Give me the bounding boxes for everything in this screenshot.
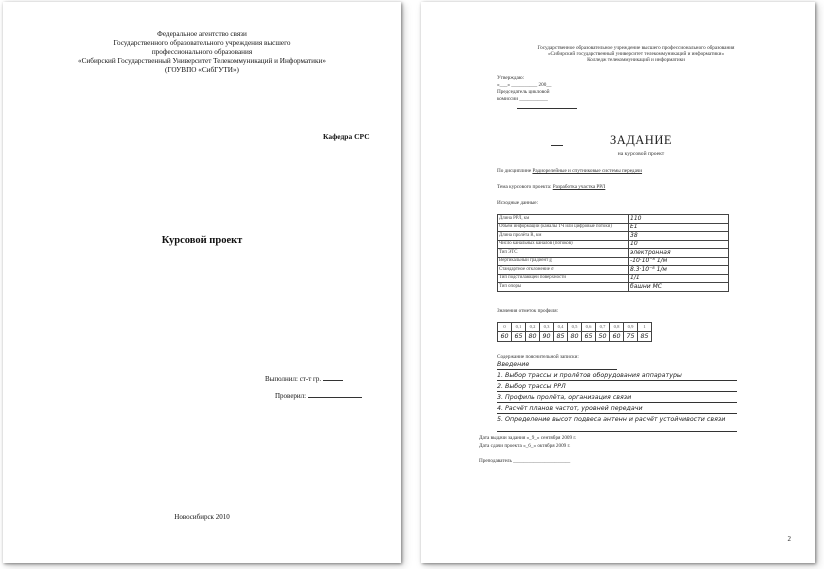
table-row <box>498 249 729 258</box>
header-line: (ГОУВПО «СибГУТИ») <box>165 66 239 74</box>
profile-value-cell: 75 <box>624 332 638 342</box>
document-title: Курсовой проект <box>161 235 243 246</box>
checked-by-label: Проверил: <box>275 392 307 400</box>
task-subheading: на курсовой проект <box>617 151 665 157</box>
table-cell-label: Тип подстилающей поверхности <box>498 274 629 283</box>
profile-value-cell: 65 <box>582 332 596 342</box>
profile-header-cell: 0 <box>498 323 512 332</box>
table-cell-label: Тип опоры <box>498 283 629 292</box>
discipline-value: Радиорелейные и спутниковые системы передачи <box>532 168 643 174</box>
header-line: Государственного образовательного учреждения высшего <box>113 39 291 47</box>
table-cell-label: Тип ЭТС <box>498 249 629 258</box>
table-row <box>498 266 729 275</box>
task-heading: ЗАДАНИЕ <box>609 133 673 147</box>
blank-line <box>323 380 343 381</box>
profile-header-cell: 1 <box>638 323 652 332</box>
profile-table <box>497 322 652 342</box>
approve-date: «___» __________ 200__ <box>497 82 552 88</box>
profile-value-cell: 50 <box>596 332 610 342</box>
task-header-line: «Сибирский государственный университет телекоммуникаций и информатики» <box>547 51 725 57</box>
approve-title: Утверждаю: <box>497 75 525 81</box>
profile-value-cell: 60 <box>498 332 512 342</box>
table-cell-value: 8.3·10⁻⁸ 1/м <box>629 266 729 275</box>
done-by-label: Выполнил: ст-т гр. <box>265 375 322 383</box>
profile-value-cell: 65 <box>512 332 526 342</box>
table-cell-label: Длина РРЛ, км <box>498 215 629 224</box>
done-by <box>265 375 343 383</box>
topic <box>497 184 605 190</box>
profile-value-cell: 90 <box>540 332 554 342</box>
table-row <box>498 240 729 249</box>
profile-label: Значения отметок профиля: <box>497 308 559 314</box>
discipline <box>497 168 642 174</box>
table-cell-value: 110 <box>629 215 729 224</box>
table-cell-label: Число канальных каналов (потоков) <box>498 240 629 249</box>
contents-item: 2. Выбор трассы РРЛ <box>497 383 737 392</box>
table-row <box>498 232 729 241</box>
initial-data-table <box>497 214 729 292</box>
table-cell-label: Объем информации (каналы ТЧ или цифровые потоки) <box>498 223 629 232</box>
table-row <box>498 215 729 224</box>
table-cell-label: Длина пролёта R, км <box>498 232 629 241</box>
approve-role: комиссии ___________ <box>497 96 548 102</box>
table-row <box>498 283 729 292</box>
profile-header-cell: 0,5 <box>568 323 582 332</box>
table-cell-value: электронная <box>629 249 729 258</box>
table-cell-value: 38 <box>629 232 729 241</box>
header-line: профессионального образования <box>151 48 253 56</box>
table-cell-value: башни МС <box>629 283 729 292</box>
profile-header-cell: 0,4 <box>554 323 568 332</box>
table-row <box>498 223 729 232</box>
header-line: «Сибирский Государственный Университет Телекоммуникаций и Информатики» <box>78 57 326 65</box>
contents-item: 4. Расчёт планов частот, уровней передачи <box>497 405 737 414</box>
checked-by <box>275 392 362 400</box>
table-cell-value: 1/1 <box>629 274 729 283</box>
approve-role: Председатель цикловой <box>497 89 550 95</box>
task-header-line: Колледж телекоммуникаций и информатики <box>587 57 685 63</box>
topic-label: Тема курсового проекта: <box>497 184 552 190</box>
initial-data-label: Исходные данные: <box>497 200 539 206</box>
table-cell-value: E1 <box>629 223 729 232</box>
profile-value-cell: 80 <box>568 332 582 342</box>
table-row <box>498 274 729 283</box>
topic-value: Разработка участка РРЛ <box>552 184 606 190</box>
blank-line <box>308 397 362 398</box>
contents-item: 5. Определение высот подвеса антенн и расчёт устойчивости связи <box>497 416 737 432</box>
title-page <box>3 2 401 563</box>
city-year: Новосибирск 2010 <box>174 513 230 521</box>
profile-value-cell: 85 <box>638 332 652 342</box>
header-line: Федеральное агентство связи <box>157 30 247 38</box>
table-cell-label: Стандартное отклонение σ <box>498 266 629 275</box>
department: Кафедра СРС <box>323 132 370 141</box>
profile-value-cell: 80 <box>526 332 540 342</box>
profile-header-cell: 0,3 <box>540 323 554 332</box>
contents-item: Введение <box>497 361 617 370</box>
due-date: Дата сдачи проекта «_6_» октября 2009 г. <box>479 443 571 449</box>
table-cell-value: -10·10⁻⁸ 1/м <box>629 257 729 266</box>
signature-line <box>517 108 577 109</box>
teacher-line: Преподаватель ______________________ <box>479 458 571 464</box>
table-cell-value: 10 <box>629 240 729 249</box>
table-row <box>498 257 729 266</box>
profile-header-cell: 0,1 <box>512 323 526 332</box>
task-header-line: Государственное образовательное учреждение высшего профессионального образования <box>537 45 735 51</box>
contents-item: 3. Профиль пролёта, организация связи <box>497 394 737 403</box>
table-cell-label: Вертикальный градиент g <box>498 257 629 266</box>
profile-value-cell: 60 <box>610 332 624 342</box>
issue-date: Дата выдачи задания «_9_» сентября 2009 г. <box>479 435 577 441</box>
contents-label: Содержание пояснительной записки: <box>497 354 579 360</box>
profile-header-cell: 0,6 <box>582 323 596 332</box>
profile-header-cell: 0,9 <box>624 323 638 332</box>
page-number: 2 <box>787 535 791 543</box>
contents-item: 1. Выбор трассы и пролётов оборудования аппаратуры <box>497 372 737 381</box>
profile-header-cell: 0,8 <box>610 323 624 332</box>
profile-value-cell: 85 <box>554 332 568 342</box>
discipline-label: По дисциплине <box>497 168 532 174</box>
profile-header-cell: 0,7 <box>596 323 610 332</box>
task-page <box>421 2 815 563</box>
profile-header-cell: 0,2 <box>526 323 540 332</box>
